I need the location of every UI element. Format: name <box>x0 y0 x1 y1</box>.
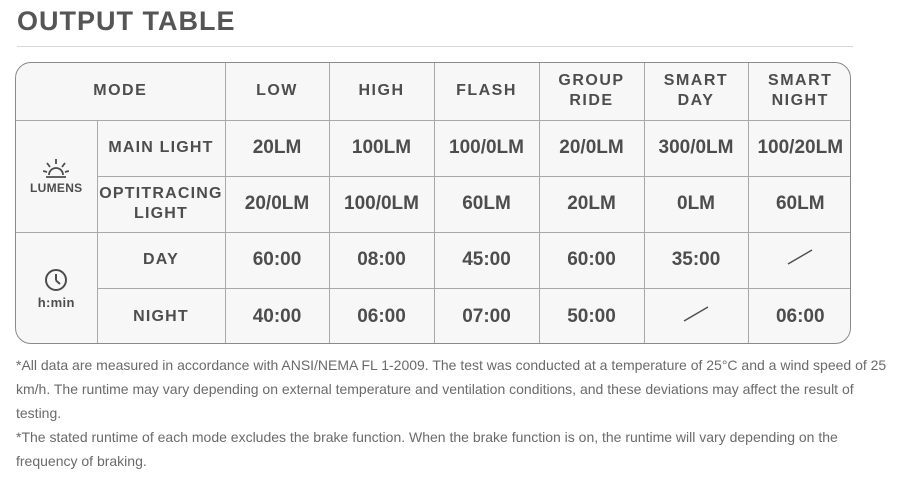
table-cell-not-applicable <box>644 288 748 344</box>
row-label <box>97 232 225 288</box>
row-label <box>97 176 225 232</box>
column-header <box>539 63 644 120</box>
table-cell: 20LM <box>225 120 329 176</box>
table-cell: 20LM <box>539 176 644 232</box>
table-cell: 60:00 <box>225 232 329 288</box>
table-cell: 20/0LM <box>539 120 644 176</box>
table-cell: 100LM <box>329 120 434 176</box>
footnotes <box>16 353 896 473</box>
row-label <box>97 288 225 344</box>
column-header <box>329 63 434 120</box>
slash-icon <box>785 247 815 267</box>
table-cell: 300/0LM <box>644 120 748 176</box>
table-cell: 60LM <box>434 176 539 232</box>
column-header-label: SMART NIGHT <box>768 72 833 110</box>
table-cell: 06:00 <box>329 288 434 344</box>
runtime-group-cell <box>16 232 97 344</box>
column-header-label: HIGH <box>358 82 405 100</box>
clock-icon <box>44 268 68 292</box>
title-divider <box>17 46 853 47</box>
row-label-text: MAIN LIGHT <box>108 139 214 156</box>
table-cell: 100/20LM <box>748 120 851 176</box>
table-cell: 0LM <box>644 176 748 232</box>
column-header <box>225 63 329 120</box>
table-cell: 100/0LM <box>329 176 434 232</box>
table-cell: 06:00 <box>748 288 851 344</box>
header-row <box>16 63 851 120</box>
mode-header: MODE <box>16 63 225 120</box>
footnote: *All data are measured in accordance with ANSI/NEMA FL 1-2009. The test was conducted at a temperature of 25°C and a wind speed of 25 km/h. The runtime may vary depending on external temperature and ventilation conditions, and these deviations may affect the result of testing. <box>16 357 887 421</box>
table-cell: 35:00 <box>644 232 748 288</box>
table-row <box>16 232 851 288</box>
group-label: LUMENS <box>30 180 83 195</box>
footnote: *The stated runtime of each mode excludes the brake function. When the brake function is on, the runtime will vary depending on the frequency of braking. <box>16 429 838 469</box>
table-cell: 20/0LM <box>225 176 329 232</box>
table-cell: 08:00 <box>329 232 434 288</box>
table-cell: 60LM <box>748 176 851 232</box>
column-header-label: GROUP RIDE <box>558 72 625 110</box>
table-row <box>16 120 851 176</box>
row-label-text: OPTITRACING LIGHT <box>99 185 223 222</box>
table-cell-not-applicable <box>748 232 851 288</box>
lumens-group-cell <box>16 120 97 232</box>
output-table <box>15 62 851 344</box>
table-row <box>16 288 851 344</box>
table-cell: 60:00 <box>539 232 644 288</box>
table-cell: 40:00 <box>225 288 329 344</box>
column-header-label: SMART DAY <box>663 72 729 110</box>
table-cell: 45:00 <box>434 232 539 288</box>
column-header <box>748 63 851 120</box>
group-label: h:min <box>37 294 75 310</box>
slash-icon <box>681 304 711 324</box>
column-header <box>434 63 539 120</box>
row-label-text: DAY <box>143 251 179 268</box>
column-header-label: LOW <box>256 82 298 100</box>
row-label <box>97 120 225 176</box>
page-title: OUTPUT TABLE <box>17 6 236 36</box>
sun-icon <box>43 158 69 178</box>
table-cell: 100/0LM <box>434 120 539 176</box>
table-cell: 07:00 <box>434 288 539 344</box>
column-header-label: FLASH <box>456 82 517 100</box>
row-label-text: NIGHT <box>133 307 189 325</box>
column-header <box>644 63 748 120</box>
table-row <box>16 176 851 232</box>
table-cell: 50:00 <box>539 288 644 344</box>
